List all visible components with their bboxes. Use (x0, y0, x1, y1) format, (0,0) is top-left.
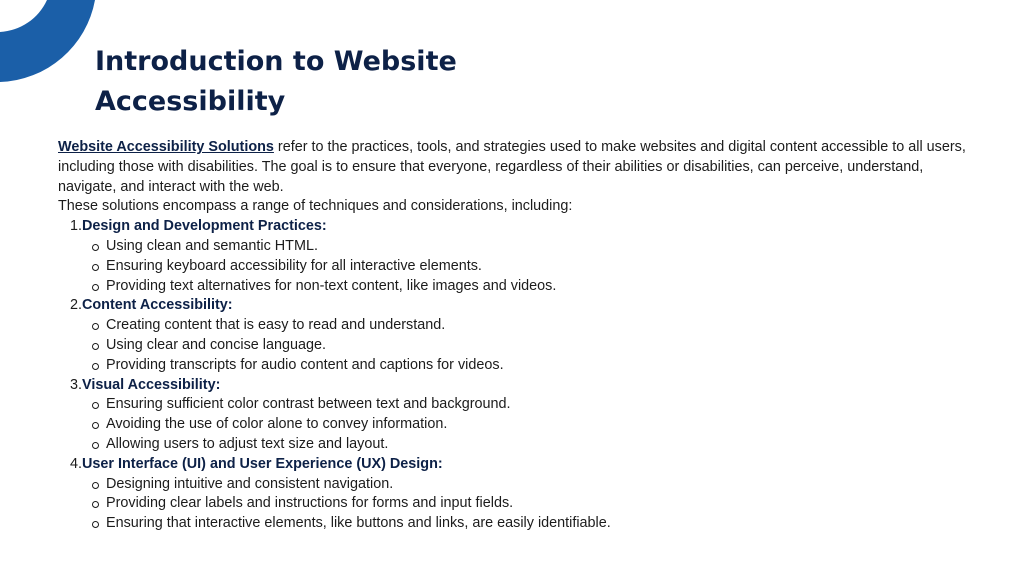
accessibility-solutions-link[interactable]: Website Accessibility Solutions (58, 139, 274, 155)
sub-list (82, 316, 978, 375)
section-list (58, 217, 978, 534)
decorative-corner-arc (0, 0, 100, 90)
section-item (82, 217, 978, 296)
list-item: Using clean and semantic HTML. (106, 237, 978, 257)
section-item (82, 376, 978, 455)
section-heading: Content Accessibility: (82, 297, 233, 314)
lead-in-text: These solutions encompass a range of techniques and considerations, including: (58, 198, 573, 215)
list-item: Using clear and concise language. (106, 336, 978, 356)
section-heading: Visual Accessibility: (82, 376, 221, 393)
page-title: Introduction to Website Accessibility (95, 46, 457, 117)
list-item: Ensuring sufficient color contrast between text and background. (106, 395, 978, 415)
list-item: Avoiding the use of color alone to convey information. (106, 415, 978, 435)
list-item: Allowing users to adjust text size and layout. (106, 435, 978, 455)
sub-list (82, 237, 978, 296)
section-item (82, 455, 978, 534)
section-heading: Design and Development Practices: (82, 218, 327, 235)
list-item: Ensuring keyboard accessibility for all interactive elements. (106, 257, 978, 277)
list-item: Providing transcripts for audio content and captions for videos. (106, 356, 978, 376)
sub-list (82, 395, 978, 454)
sub-list (82, 475, 978, 534)
list-item: Creating content that is easy to read and understand. (106, 316, 978, 336)
intro-paragraph (58, 138, 978, 197)
intro-text: refer to the practices, tools, and strategies used to make websites and digital content accessible to all users, including those with disabilities. The goal is to ensure that everyone, regardless of their abilities or disabilities, can perceive, understand, navigate, and interact with the web. (58, 139, 966, 195)
content-body (58, 138, 978, 534)
list-item: Providing clear labels and instructions for forms and input fields. (106, 494, 978, 514)
list-item: Designing intuitive and consistent navigation. (106, 475, 978, 495)
section-item (82, 296, 978, 375)
list-item: Providing text alternatives for non-text content, like images and videos. (106, 277, 978, 297)
list-item: Ensuring that interactive elements, like buttons and links, are easily identifiable. (106, 514, 978, 534)
section-heading: User Interface (UI) and User Experience (UX) Design: (82, 455, 443, 472)
